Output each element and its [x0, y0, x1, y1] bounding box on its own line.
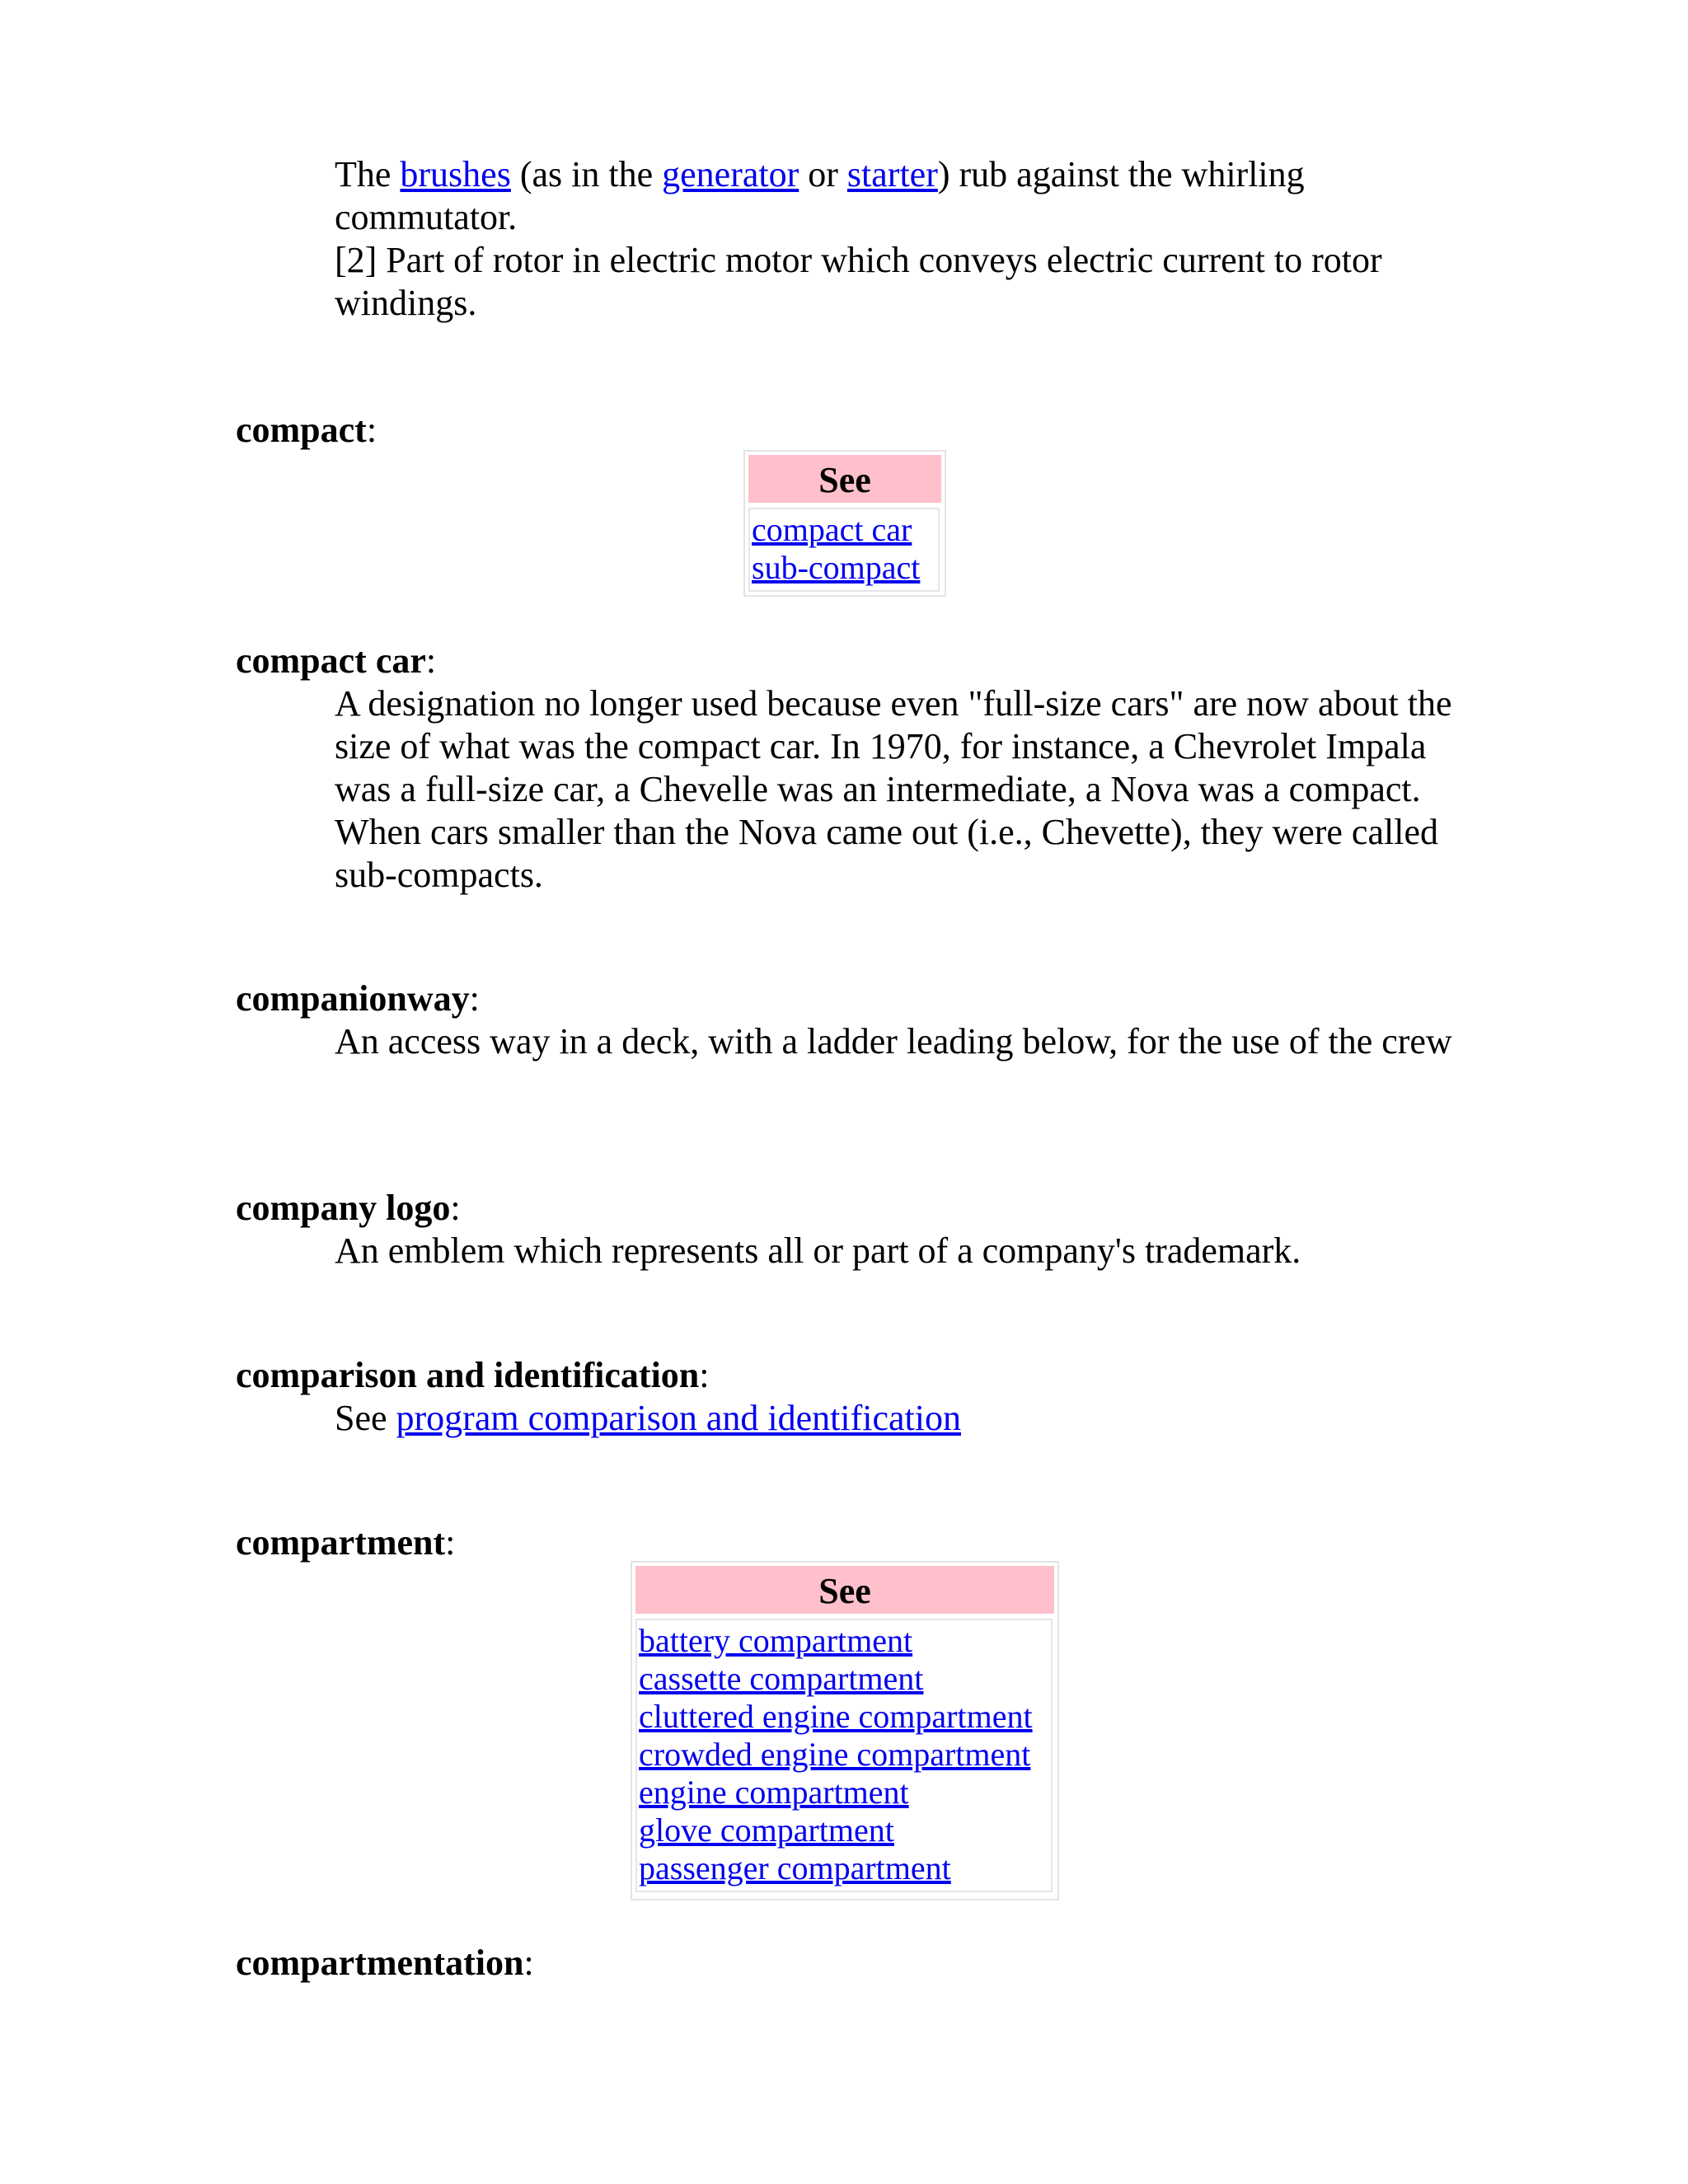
term-colon: :	[699, 1355, 710, 1395]
term-colon: :	[445, 1522, 456, 1563]
entry-compact	[236, 409, 1456, 452]
definition-comparison-and-identification	[335, 1397, 1456, 1440]
see-box-compact	[743, 450, 946, 597]
see-prefix: See	[335, 1398, 396, 1438]
term-colon: :	[450, 1188, 461, 1228]
term-colon: :	[523, 1943, 534, 1983]
see-link-passenger-compartment[interactable]: passenger compartment	[639, 1849, 951, 1886]
intro-mid1: (as in the	[510, 154, 663, 194]
entry-compact-car	[236, 640, 1456, 682]
intro-mid2: or	[799, 154, 847, 194]
see-header: See	[748, 455, 941, 503]
starter-link[interactable]: starter	[846, 154, 938, 194]
program-comparison-link[interactable]: program comparison and identification	[396, 1398, 961, 1438]
commutator-definition-part2: [2] Part of rotor in electric motor which conveys electric current to rotor windings.	[335, 240, 1382, 323]
intro-prefix: The	[335, 154, 401, 194]
see-link-cluttered-engine-compartment[interactable]: cluttered engine compartment	[639, 1698, 1033, 1735]
term-colon: :	[366, 410, 377, 450]
see-link-engine-compartment[interactable]: engine compartment	[639, 1774, 909, 1811]
see-list-compartment	[635, 1619, 1053, 1892]
see-link-compact-car[interactable]: compact car	[752, 511, 912, 548]
term-colon: :	[469, 978, 480, 1019]
term-company-logo: company logo	[236, 1188, 451, 1228]
commutator-definition	[335, 153, 1456, 325]
see-list-compact	[748, 508, 940, 592]
intro-suffix: ) rub against the whirling commutator.	[335, 154, 1305, 237]
term-compact-car: compact car	[236, 640, 426, 681]
generator-link[interactable]: generator	[662, 154, 799, 194]
see-link-sub-compact[interactable]: sub-compact	[752, 549, 921, 586]
see-box-compartment	[631, 1561, 1059, 1900]
definition-compact-car: A designation no longer used because even "full-size cars" are now about the size of what was the compact car. In 1970, for instance, a Chevrolet Impala was a full-size car, a Chevelle was an intermediate, a Nova was a compact. When cars smaller than the Nova came out (i.e., Chevette), they were called sub-compacts.	[335, 683, 1452, 895]
term-compartment: compartment	[236, 1522, 446, 1563]
see-link-cassette-compartment[interactable]: cassette compartment	[639, 1660, 924, 1697]
entry-company-logo	[236, 1187, 1456, 1230]
term-compact: compact	[236, 410, 367, 450]
entry-compartment	[236, 1521, 1456, 1564]
entry-comparison-and-identification	[236, 1354, 1456, 1397]
entry-compartmentation	[236, 1942, 1456, 1985]
definition-company-logo: An emblem which represents all or part of a company's trademark.	[335, 1230, 1301, 1271]
brushes-link[interactable]: brushes	[400, 154, 511, 194]
see-link-battery-compartment[interactable]: battery compartment	[639, 1622, 913, 1659]
term-companionway: companionway	[236, 978, 470, 1019]
see-header: See	[635, 1566, 1054, 1614]
see-link-glove-compartment[interactable]: glove compartment	[639, 1811, 894, 1849]
term-comparison-and-identification: comparison and identification	[236, 1355, 700, 1395]
see-link-crowded-engine-compartment[interactable]: crowded engine compartment	[639, 1736, 1031, 1773]
term-colon: :	[425, 640, 437, 681]
entry-companionway	[236, 977, 1456, 1020]
term-compartmentation: compartmentation	[236, 1943, 524, 1983]
definition-companionway: An access way in a deck, with a ladder leading below, for the use of the crew	[335, 1021, 1452, 1062]
